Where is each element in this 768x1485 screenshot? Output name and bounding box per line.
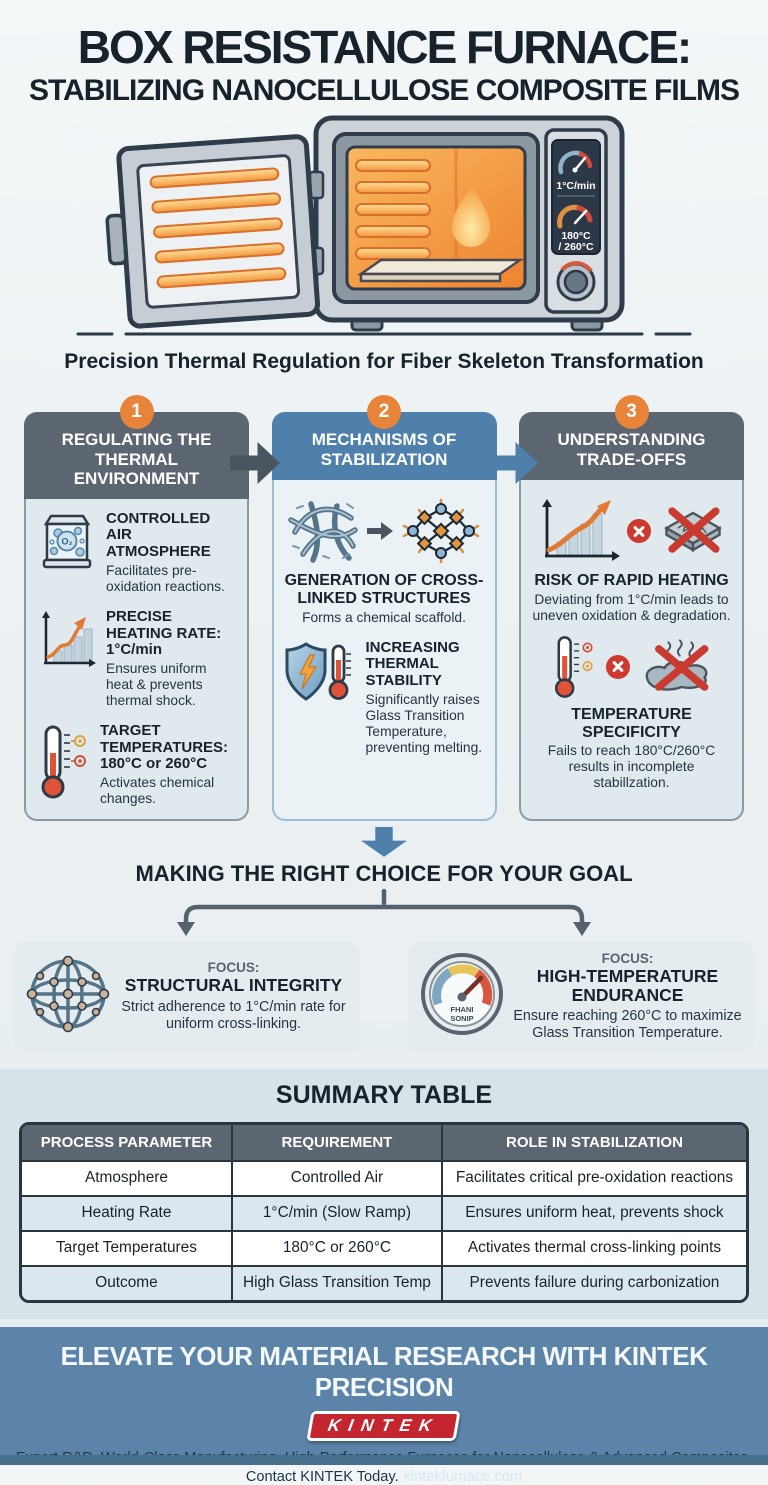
cell-requirement: Controlled Air [232, 1161, 442, 1196]
focus-desc: Ensure reaching 260°C to maximize Glass Transition Temperature. [513, 1008, 742, 1042]
heating-rate-chart-icon [36, 609, 98, 676]
step-1-badge: 1 [120, 395, 154, 429]
cell-parameter: Outcome [22, 1266, 232, 1300]
step-2-mechanisms [272, 401, 497, 821]
x-circle-icon [627, 519, 651, 543]
melted-blob-icon [636, 638, 716, 696]
table-row [22, 1266, 746, 1300]
step-2-title: MECHANISMS OF STABILIZATION [272, 412, 497, 480]
temperature-dial-icon [420, 952, 504, 1041]
step-1-title: REGULATING THE THERMAL ENVIRONMENT [24, 412, 249, 499]
control-panel [546, 130, 606, 312]
page-title: BOX RESISTANCE FURNACE: [77, 21, 691, 73]
focus-label: FOCUS: [601, 950, 654, 966]
summary-table [19, 1122, 749, 1303]
transform-arrow-icon [367, 521, 393, 541]
page-title-line2: STABILIZING NANOCELLULOSE COMPOSITE FILMS [28, 74, 740, 107]
temperature-label-line1: 180°C [561, 230, 591, 242]
item-title: GENERATION OF CROSS-LINKED STRUCTURES [284, 572, 484, 607]
item-desc: Significantly raises Glass Transition Temperature, preventing melting. [365, 692, 483, 755]
footer-bottom-strip [0, 1455, 768, 1465]
footer [0, 1327, 768, 1485]
table-row [22, 1231, 746, 1266]
cell-parameter: Target Temperatures [22, 1231, 232, 1266]
thermometer-icon [548, 634, 600, 700]
door-handle [107, 215, 126, 264]
summary-section [0, 1069, 768, 1319]
kintek-logo [307, 1411, 462, 1441]
step-item-rapid-heating [531, 572, 732, 624]
process-steps [0, 401, 768, 821]
crosslink-network-icon [399, 496, 483, 566]
cell-parameter: Atmosphere [22, 1161, 232, 1196]
cell-role: Ensures uniform heat, prevents shock [442, 1196, 746, 1231]
step-item-crosslinked [284, 572, 485, 626]
step-item-temp-specificity [531, 706, 732, 791]
table-row [22, 1161, 746, 1196]
item-desc: Activates chemical changes. [100, 775, 215, 806]
col-header-role: ROLE IN STABILIZATION [442, 1125, 746, 1161]
fibers-to-network-icon [284, 496, 485, 566]
item-title: TEMPERATURE SPECIFICITY [571, 705, 692, 741]
cell-requirement: 1°C/min (Slow Ramp) [232, 1196, 442, 1231]
item-title: CONTROLLED AIR ATMOSPHERE [106, 509, 211, 561]
focus-high-temp-endurance [408, 941, 755, 1053]
page-header [0, 0, 768, 106]
control-knob [558, 263, 594, 300]
cell-role: Prevents failure during carbonization [442, 1266, 746, 1300]
flow-down-arrow-icon [361, 827, 407, 857]
cell-role: Facilitates critical pre-oxidation reactions [442, 1161, 746, 1196]
footer-contact-text: Contact KINTEK Today. [245, 1468, 399, 1485]
item-desc: Fails to reach 180°C/260°C results in incomplete stabillzation. [547, 743, 716, 791]
step-3-badge: 3 [615, 395, 649, 429]
cell-role: Activates thermal cross-linking points [442, 1231, 746, 1266]
step-item-heating-rate [36, 609, 237, 709]
sample-tray [361, 260, 520, 281]
focus-title: STRUCTURAL INTEGRITY [124, 975, 343, 996]
table-header-row [22, 1125, 746, 1161]
item-title: RISK OF RAPID HEATING [534, 572, 729, 589]
footer-contact [0, 1469, 768, 1485]
item-desc: Ensures uniform heat & prevents thermal shock. [106, 661, 207, 708]
item-title: PRECISE HEATING RATE: 1°C/min [106, 607, 222, 659]
item-title: INCREASING THERMAL STABILITY [365, 638, 460, 690]
temperature-label-line2: / 260°C [558, 241, 594, 253]
focus-desc: Strict adherence to 1°C/min rate for uniform cross-linking. [121, 998, 346, 1032]
ramp-rate-label: 1°C/min [556, 180, 596, 192]
step-2-badge: 2 [367, 395, 401, 429]
choice-heading: MAKING THE RIGHT CHOICE FOR YOUR GOAL [135, 860, 633, 886]
item-desc: Facilitates pre-oxidation reactions. [106, 563, 225, 594]
footer-website-link[interactable]: kintekfurnace.com [403, 1468, 523, 1485]
cell-parameter: Heating Rate [22, 1196, 232, 1231]
col-header-parameter: PROCESS PARAMETER [22, 1125, 232, 1161]
thermometer-icon [36, 723, 92, 806]
branch-connector [0, 889, 768, 939]
x-circle-icon [606, 655, 630, 679]
fiber-tangle-icon [285, 496, 361, 566]
tagline: Precision Thermal Regulation for Fiber Skeleton Transformation [64, 350, 704, 373]
cracked-film-icon [657, 502, 729, 560]
step-3-title: UNDERSTANDING TRADE-OFFS [519, 412, 744, 480]
shield-thermometer-icon [284, 640, 358, 711]
step-3-tradeoffs [519, 401, 744, 821]
item-title: TARGET TEMPERATURES: 180°C or 260°C [100, 721, 229, 773]
atmosphere-chamber-icon [36, 511, 98, 578]
focus-title: HIGH-TEMPERATURE ENDURANCE [536, 965, 719, 1006]
dial-text-line2: SONIP [450, 1014, 474, 1024]
step-item-thermal-stability [284, 640, 485, 756]
step-item-target-temps [36, 723, 237, 807]
focus-options [0, 941, 768, 1053]
furnace-illustration [64, 108, 704, 340]
rapid-heating-crossed-icon [531, 496, 732, 566]
dial-text-line1: FHANI [450, 1005, 474, 1015]
furnace-door [102, 136, 318, 328]
o2-label: O₂ [61, 536, 73, 547]
step-1-regulating [24, 401, 249, 821]
footer-headline: ELEVATE YOUR MATERIAL RESEARCH WITH KINTEK PRECISION [60, 1340, 708, 1402]
focus-label: FOCUS: [207, 960, 260, 976]
temperature-crossed-icon [531, 634, 732, 700]
cell-requirement: 180°C or 260°C [232, 1231, 442, 1266]
focus-structural-integrity [13, 941, 360, 1053]
kintek-logo-text: KINTEK [326, 1415, 442, 1435]
item-desc: Deviating from 1°C/min leads to uneven oxidation & degradation. [532, 591, 731, 623]
step-item-atmosphere [36, 511, 237, 595]
lattice-sphere-icon [25, 954, 111, 1039]
summary-heading: SUMMARY TABLE [275, 1080, 493, 1109]
table-row [22, 1196, 746, 1231]
item-desc: Forms a chemical scaffold. [302, 609, 466, 625]
steep-ramp-chart-icon [535, 496, 621, 566]
cell-requirement: High Glass Transition Temp [232, 1266, 442, 1300]
col-header-requirement: REQUIREMENT [232, 1125, 442, 1161]
